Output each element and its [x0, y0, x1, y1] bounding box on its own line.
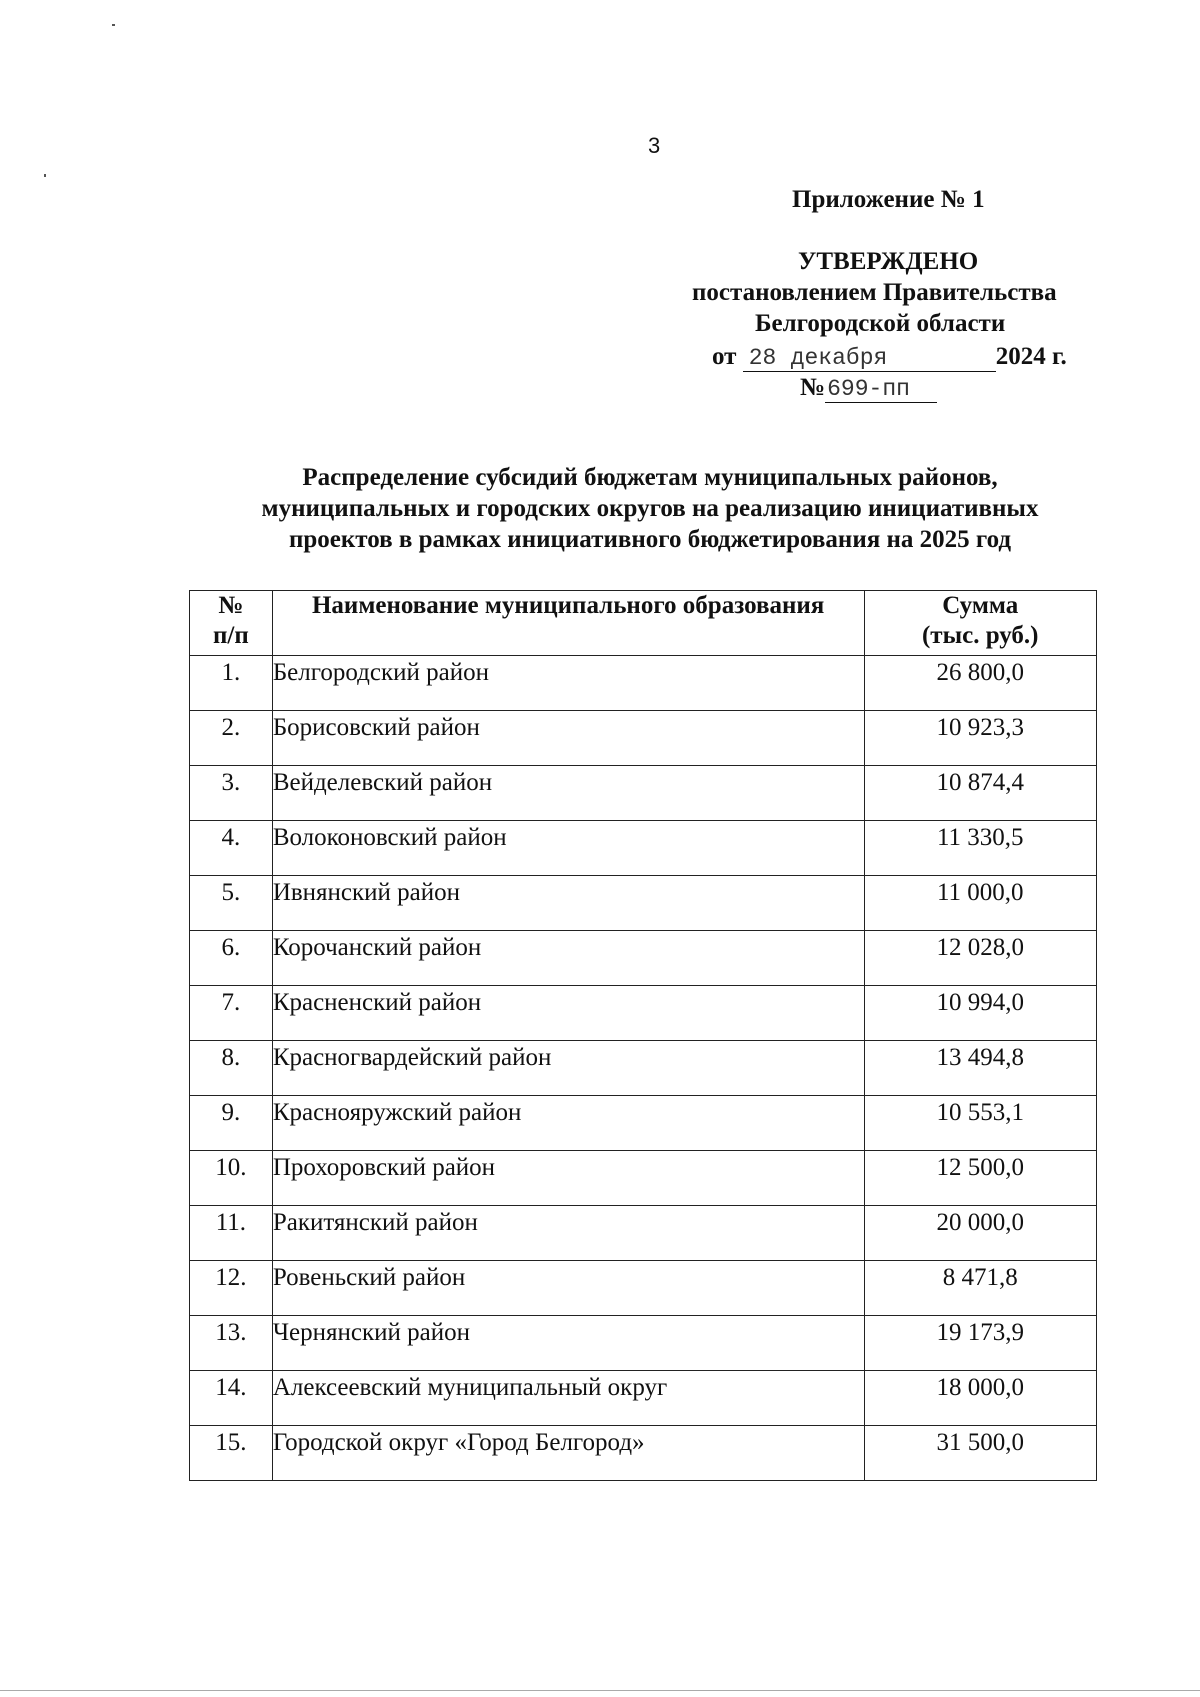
table-row — [190, 711, 1097, 766]
header-number-line: п/п — [213, 622, 249, 649]
table-row — [190, 1316, 1097, 1371]
row-name: Чернянский район — [272, 1316, 864, 1371]
row-number: 7. — [190, 986, 273, 1041]
row-number: 10. — [190, 1151, 273, 1206]
resolution-date — [712, 343, 1067, 372]
row-number: 11. — [190, 1206, 273, 1261]
row-number: 4. — [190, 821, 273, 876]
table-row — [190, 766, 1097, 821]
row-sum: 12 500,0 — [864, 1151, 1097, 1206]
date-prefix: от — [712, 343, 737, 370]
subsidy-table — [189, 590, 1097, 1481]
row-name: Корочанский район — [272, 931, 864, 986]
table-header-row — [190, 591, 1097, 656]
row-sum: 20 000,0 — [864, 1206, 1097, 1261]
row-sum: 10 994,0 — [864, 986, 1097, 1041]
row-name: Ракитянский район — [272, 1206, 864, 1261]
table-row — [190, 1041, 1097, 1096]
date-day: 28 — [743, 345, 789, 372]
title-line: Распределение субсидий бюджетам муниципальных районов, — [302, 464, 998, 491]
table-row — [190, 876, 1097, 931]
row-name: Красногвардейский район — [272, 1041, 864, 1096]
date-year: 2024 г. — [995, 343, 1067, 370]
row-number: 1. — [190, 656, 273, 711]
row-sum: 11 330,5 — [864, 821, 1097, 876]
header-sum-line: (тыс. руб.) — [921, 622, 1039, 649]
date-month: декабря — [789, 345, 996, 372]
row-name: Красненский район — [272, 986, 864, 1041]
number-value: 699-пп — [825, 376, 937, 403]
row-sum: 12 028,0 — [864, 931, 1097, 986]
table-row — [190, 986, 1097, 1041]
row-sum: 13 494,8 — [864, 1041, 1097, 1096]
row-number: 9. — [190, 1096, 273, 1151]
resolution-line: постановлением Правительства — [692, 279, 1057, 306]
row-number: 15. — [190, 1426, 273, 1481]
row-sum: 26 800,0 — [864, 656, 1097, 711]
row-number: 14. — [190, 1371, 273, 1426]
table-row — [190, 1206, 1097, 1261]
header-number — [190, 591, 273, 656]
approval-stamp-heading: УТВЕРЖДЕНО — [798, 248, 979, 275]
row-number: 8. — [190, 1041, 273, 1096]
row-number: 3. — [190, 766, 273, 821]
scan-speck — [44, 174, 46, 177]
row-name: Ивнянский район — [272, 876, 864, 931]
table-row — [190, 1261, 1097, 1316]
row-sum: 10 923,3 — [864, 711, 1097, 766]
table-row — [190, 1371, 1097, 1426]
header-sum — [864, 591, 1097, 656]
row-name: Ровеньский район — [272, 1261, 864, 1316]
row-name: Алексеевский муниципальный округ — [272, 1371, 864, 1426]
row-name: Вейделевский район — [272, 766, 864, 821]
scan-speck — [112, 24, 115, 26]
row-sum: 10 874,4 — [864, 766, 1097, 821]
appendix-label: Приложение № 1 — [792, 186, 985, 213]
table-row — [190, 1151, 1097, 1206]
row-name: Городской округ «Город Белгород» — [272, 1426, 864, 1481]
row-number: 2. — [190, 711, 273, 766]
table-row — [190, 1096, 1097, 1151]
table-row — [190, 656, 1097, 711]
row-sum: 10 553,1 — [864, 1096, 1097, 1151]
row-name: Белгородский район — [272, 656, 864, 711]
title-line: проектов в рамках инициативного бюджетирования на 2025 год — [288, 526, 1012, 553]
number-prefix: № — [800, 374, 826, 401]
row-name: Прохоровский район — [272, 1151, 864, 1206]
table-row — [190, 931, 1097, 986]
page-number: 3 — [648, 133, 661, 158]
row-name: Борисовский район — [272, 711, 864, 766]
header-sum-line: Сумма — [942, 592, 1019, 619]
row-number: 12. — [190, 1261, 273, 1316]
header-number-line: № — [218, 592, 244, 619]
row-sum: 19 173,9 — [864, 1316, 1097, 1371]
region-line: Белгородской области — [755, 310, 1006, 337]
row-number: 5. — [190, 876, 273, 931]
row-sum: 18 000,0 — [864, 1371, 1097, 1426]
row-name: Волоконовский район — [272, 821, 864, 876]
table-row — [190, 821, 1097, 876]
resolution-number — [800, 374, 937, 403]
row-sum: 11 000,0 — [864, 876, 1097, 931]
scan-edge-line — [0, 1690, 1200, 1691]
row-sum: 8 471,8 — [864, 1261, 1097, 1316]
row-number: 6. — [190, 931, 273, 986]
row-number: 13. — [190, 1316, 273, 1371]
header-name: Наименование муниципального образования — [272, 591, 864, 656]
table-row — [190, 1426, 1097, 1481]
row-sum: 31 500,0 — [864, 1426, 1097, 1481]
row-name: Краснояружский район — [272, 1096, 864, 1151]
document-title — [190, 462, 1110, 555]
title-line: муниципальных и городских округов на реализацию инициативных — [261, 495, 1039, 522]
